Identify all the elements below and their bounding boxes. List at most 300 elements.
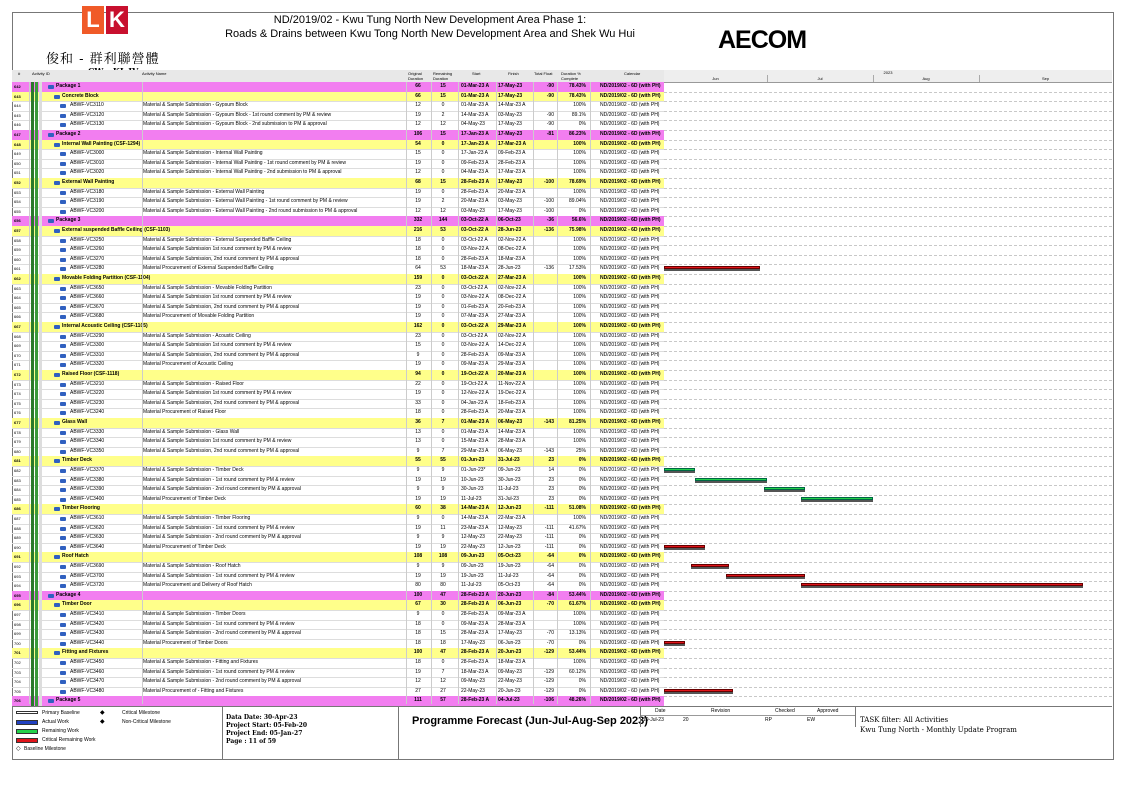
activity-id: ABWF-VC3350	[70, 447, 105, 454]
activity-id: ABWF-VC3190	[70, 198, 105, 205]
wbs-level-strip	[31, 111, 49, 121]
row-number: 642	[14, 84, 21, 89]
activity-id: ABWF-VC3610	[70, 515, 105, 521]
total-float: 23	[548, 486, 554, 493]
calendar: ND/2019/02 - 6D (with PH)	[600, 601, 661, 608]
row-number: 653	[14, 189, 21, 195]
wbs-level-strip	[31, 380, 49, 390]
calendar: ND/2019/02 - 6D (with PH)	[600, 265, 660, 272]
activity-icon	[60, 239, 66, 243]
activity-name: Material & Sample Submission 1st round comment by PM & review	[143, 294, 292, 301]
start-date: 28-Feb-23 A	[461, 409, 489, 416]
start-date: 30-Jun-23	[461, 486, 484, 493]
wbs-level-strip	[31, 168, 49, 178]
original-duration: 18	[415, 409, 421, 416]
row-number: 679	[14, 439, 21, 445]
percent-complete: 100%	[573, 169, 586, 176]
activity-name: Material Procurement of External Suspended Baffle Ceiling	[143, 265, 274, 272]
finish-date: 14-Mar-23 A	[498, 428, 526, 435]
task-info	[860, 715, 1017, 735]
critical-activity-bar[interactable]	[664, 689, 733, 694]
remaining-duration: 0	[441, 246, 445, 253]
original-duration: 19	[415, 313, 421, 320]
gantt-gridline	[664, 648, 1112, 649]
remaining-duration: 0	[441, 255, 445, 262]
activity-name: Material Procurement of Movable Folding Partition	[143, 313, 255, 320]
remaining-duration: 47	[440, 649, 446, 656]
wbs-level-strip	[31, 418, 49, 428]
wbs-name: Package 5	[56, 697, 81, 704]
start-date: 04-Jan-23 A	[461, 399, 488, 406]
gantt-gridline	[664, 447, 1112, 448]
remaining-activity-bar[interactable]	[764, 487, 805, 492]
percent-complete: 100%	[573, 361, 586, 368]
activity-icon	[60, 575, 66, 579]
start-date: 01-Jun-23*	[461, 467, 486, 473]
start-date: 10-Jun-23	[461, 476, 484, 483]
wbs-level-strip	[31, 562, 49, 572]
row-number: 650	[14, 160, 21, 166]
finish-date: 02-Nov-22 A	[498, 236, 526, 243]
activity-name: Material & Sample Submission - Raised Floor	[143, 380, 244, 387]
start-date: 19-Oct-22 A	[461, 371, 489, 377]
original-duration: 18	[415, 639, 421, 646]
total-float: -81	[546, 131, 554, 137]
calendar: ND/2019/02 - 6D (with PH)	[600, 371, 661, 377]
finish-date: 28-Jun-23	[498, 227, 522, 233]
wbs-level-strip	[31, 524, 49, 534]
gantt-gridline	[664, 312, 1112, 313]
percent-complete: 100%	[573, 303, 586, 310]
wbs-level-strip	[31, 130, 49, 140]
calendar: ND/2019/02 - 6D (with PH)	[600, 447, 660, 454]
gantt-chart	[664, 70, 1112, 704]
calendar: ND/2019/02 - 6D (with PH)	[600, 131, 661, 137]
remaining-duration: 0	[441, 611, 445, 617]
finish-date: 30-Jun-23	[498, 476, 521, 483]
finish-date: 09-Jun-23	[498, 467, 521, 473]
percent-complete: 53.44%	[569, 649, 586, 656]
activity-name: Material & Sample Submission 1st round comment by PM & review	[143, 342, 292, 349]
start-date: 14-Mar-23 A	[461, 111, 489, 118]
col-calendar: Calendar	[624, 71, 641, 76]
original-duration: 64	[415, 265, 421, 272]
original-duration: 54	[415, 140, 421, 147]
finish-date: 08-Dec-22 A	[498, 294, 526, 301]
remaining-duration: 15	[440, 131, 446, 137]
gantt-gridline	[664, 370, 1112, 371]
calendar: ND/2019/02 - 6D (with PH)	[600, 428, 660, 435]
row-number: 651	[14, 170, 21, 176]
activity-icon	[60, 488, 66, 492]
critical-activity-bar[interactable]	[691, 564, 729, 569]
activity-id: ABWF-VC3240	[70, 409, 105, 416]
activity-name: Material Procurement and Delivery of Roof Hatch	[143, 582, 252, 589]
remaining-duration: 19	[440, 572, 446, 579]
original-duration: 13	[415, 438, 421, 445]
activity-id: ABWF-VC3250	[70, 236, 105, 243]
start-date: 28-Mar-23 A	[461, 630, 489, 637]
gantt-gridline	[664, 178, 1112, 179]
gantt-gridline	[664, 168, 1112, 169]
finish-date: 22-May-23	[498, 678, 522, 685]
activity-name: Material & Sample Submission, 2nd round comment by PM & approval	[143, 399, 300, 406]
row-number: 644	[14, 103, 21, 109]
row-number: 705	[14, 688, 21, 694]
row-number: 693	[14, 573, 21, 579]
original-duration: 9	[416, 563, 420, 569]
total-float: 23	[548, 495, 554, 502]
wbs-level-strip	[31, 428, 49, 438]
calendar: ND/2019/02 - 6D (with PH)	[600, 409, 660, 416]
percent-complete: 0%	[578, 457, 586, 464]
row-number: 682	[14, 468, 21, 473]
calendar: ND/2019/02 - 6D (with PH)	[600, 582, 660, 589]
finish-date: 17-Mar-23 A	[498, 140, 527, 147]
row-number: 677	[14, 420, 21, 425]
month-jun: Jun	[664, 75, 768, 82]
finish-date: 29-Mar-23 A	[498, 361, 526, 368]
activity-id: ABWF-VC3690	[70, 563, 105, 569]
wbs-level-strip	[31, 92, 49, 102]
start-date: 14-Mar-23 A	[461, 515, 489, 521]
percent-complete: 100%	[573, 428, 586, 435]
activity-id: ABWF-VC3230	[70, 399, 105, 406]
start-date: 03-Oct-22 A	[461, 323, 489, 329]
finish-date: 19-Jun-23	[498, 563, 521, 569]
total-float: 23	[548, 476, 554, 483]
footer-divider-1	[222, 707, 223, 759]
remaining-duration: 18	[440, 639, 446, 646]
percent-complete: 89.04%	[569, 198, 586, 205]
activity-id: ABWF-VC3450	[70, 659, 105, 665]
activity-icon	[60, 671, 66, 675]
finish-date: 28-Jun-23	[498, 265, 521, 272]
start-date: 18-Mar-23 A	[461, 668, 489, 675]
rev-checked: RP	[765, 717, 772, 723]
remaining-duration: 80	[440, 582, 446, 589]
gantt-gridline	[664, 111, 1112, 112]
calendar: ND/2019/02 - 6D (with PH)	[600, 351, 660, 358]
wbs-folder-icon	[54, 229, 60, 233]
wbs-level-strip	[31, 495, 49, 505]
activity-name: Material & Sample Submission, 2nd round comment by PM & approval	[143, 303, 300, 310]
wbs-level-strip	[31, 447, 49, 457]
activity-name: Material & Sample Submission - Gypsum Block	[143, 102, 248, 109]
activity-id: ABWF-VC3260	[70, 246, 105, 253]
calendar: ND/2019/02 - 6D (with PH)	[600, 543, 660, 550]
activity-icon	[60, 354, 66, 358]
wbs-level-strip	[31, 264, 49, 274]
col-num: #	[18, 71, 21, 76]
calendar: ND/2019/02 - 6D (with PH)	[600, 419, 661, 425]
gantt-gridline	[664, 255, 1112, 256]
activity-icon	[60, 363, 66, 367]
wbs-level-strip	[31, 197, 49, 207]
activity-id: ABWF-VC3210	[70, 380, 105, 387]
remaining-duration: 15	[440, 179, 446, 185]
remaining-duration: 7	[441, 419, 445, 425]
activity-name: Material & Sample Submission - 2nd round comment by PM & approval	[143, 534, 301, 541]
critical-activity-bar[interactable]	[664, 266, 760, 271]
calendar: ND/2019/02 - 6D (with PH)	[600, 515, 660, 521]
row-number: 695	[14, 592, 21, 598]
wbs-level-strip	[31, 341, 49, 351]
finish-date: 06-Oct-23	[498, 217, 521, 224]
start-date: 01-Mar-23 A	[461, 428, 489, 435]
finish-date: 17-Mar-23 A	[498, 169, 526, 176]
activity-id: ABWF-VC3280	[70, 265, 105, 272]
total-float: -111	[544, 534, 554, 541]
gantt-gridline	[664, 504, 1112, 505]
total-float: -70	[546, 601, 554, 608]
remaining-activity-bar[interactable]	[801, 497, 873, 502]
column-divider	[557, 82, 558, 704]
activity-id: ABWF-VC3720	[70, 582, 105, 589]
start-date: 12-May-23	[461, 534, 485, 541]
activity-id: ABWF-VC3410	[70, 611, 105, 617]
activity-id: ABWF-VC3620	[70, 524, 105, 531]
critical-activity-bar[interactable]	[726, 574, 805, 579]
program-name: Kwu Tung North - Monthly Update Program	[860, 726, 1017, 734]
gantt-gridline	[664, 216, 1112, 217]
row-number: 697	[14, 612, 21, 617]
finish-date: 12-May-23	[498, 524, 522, 531]
wbs-folder-icon	[48, 699, 54, 703]
total-float: -136	[543, 265, 554, 272]
original-duration: 19	[415, 476, 421, 483]
original-duration: 12	[415, 207, 421, 214]
start-date: 28-Feb-23 A	[461, 591, 490, 598]
finish-date: 27-Mar-23 A	[498, 313, 526, 320]
original-duration: 18	[415, 620, 421, 627]
remaining-duration: 0	[441, 303, 445, 310]
activity-id: ABWF-VC3640	[70, 543, 105, 550]
calendar: ND/2019/02 - 6D (with PH)	[600, 332, 660, 339]
percent-complete: 81.25%	[569, 419, 586, 425]
activity-icon	[60, 431, 66, 435]
total-float: -64	[546, 582, 554, 589]
wbs-name: Glass Wall	[62, 419, 88, 425]
row-number: 660	[14, 256, 21, 262]
start-date: 09-Mar-23 A	[461, 620, 489, 627]
start-date: 14-Mar-23 A	[461, 505, 490, 512]
gantt-gridline	[664, 245, 1112, 246]
activity-name: Material & Sample Submission - 1st round comment by PM & review	[143, 572, 295, 579]
critical-activity-bar[interactable]	[664, 545, 705, 550]
percent-complete: 100%	[573, 409, 586, 416]
finish-date: 12-Jun-23	[498, 543, 521, 550]
remaining-duration: 0	[441, 438, 445, 445]
wbs-level-strip	[31, 284, 49, 294]
column-divider	[406, 82, 407, 704]
start-date: 03-Oct-22 A	[461, 217, 489, 224]
original-duration: 9	[416, 515, 420, 521]
activity-icon	[60, 661, 66, 665]
percent-complete: 78.43%	[569, 92, 586, 99]
activity-name: Material & Sample Submission - External Suspended Baffle Ceiling	[143, 236, 292, 243]
rev-date: 19-Jul-23	[643, 717, 664, 723]
calendar: ND/2019/02 - 6D (with PH)	[600, 227, 661, 233]
task-filter: TASK filter: All Activities	[860, 716, 949, 724]
remaining-duration: 0	[441, 371, 445, 377]
finish-date: 06-May-23	[498, 447, 522, 454]
percent-complete: 0%	[578, 467, 586, 473]
calendar: ND/2019/02 - 6D (with PH)	[600, 294, 660, 301]
percent-complete: 100%	[573, 246, 586, 253]
gantt-gridline	[664, 533, 1112, 534]
total-float: -129	[543, 668, 554, 675]
original-duration: 12	[415, 102, 421, 109]
project-start: Project Start: 05-Feb-20	[226, 722, 308, 729]
gantt-gridline	[664, 658, 1112, 659]
total-float: -129	[543, 687, 554, 694]
row-number: 689	[14, 535, 21, 541]
remaining-activity-bar[interactable]	[664, 468, 695, 473]
remaining-duration: 27	[440, 687, 446, 694]
activity-id: ABWF-VC3290	[70, 332, 105, 339]
wbs-level-strip	[31, 82, 49, 92]
activity-icon	[60, 411, 66, 415]
remaining-duration: 0	[441, 313, 445, 320]
remaining-duration: 0	[441, 140, 445, 147]
start-date: 28-Feb-23 A	[461, 659, 489, 665]
gantt-gridline	[664, 236, 1112, 237]
original-duration: 94	[415, 371, 421, 377]
start-date: 20-Mar-23 A	[461, 198, 489, 205]
start-date: 04-Mar-23 A	[461, 169, 489, 176]
finish-date: 28-Feb-23 A	[498, 159, 526, 166]
wbs-level-strip	[31, 255, 49, 265]
original-duration: 18	[415, 246, 421, 253]
row-number: 702	[14, 660, 21, 665]
start-date: 22-May-23	[461, 543, 485, 550]
row-number: 661	[14, 266, 21, 272]
remaining-activity-bar[interactable]	[695, 478, 767, 483]
percent-complete: 100%	[573, 371, 586, 377]
percent-complete: 100%	[573, 294, 586, 301]
start-date: 03-Oct-22 A	[461, 227, 489, 233]
rev-header-approved: Approved	[817, 708, 839, 714]
finish-date: 02-Nov-22 A	[498, 284, 526, 291]
activity-icon	[60, 383, 66, 387]
gantt-gridline	[664, 92, 1112, 93]
wbs-level-strip	[31, 476, 49, 486]
calendar: ND/2019/02 - 6D (with PH)	[600, 179, 661, 185]
remaining-duration: 0	[441, 399, 445, 406]
finish-date: 31-Jul-23	[498, 495, 519, 502]
row-number: 688	[14, 525, 21, 531]
activity-icon	[60, 191, 66, 195]
original-duration: 12	[415, 121, 421, 128]
calendar: ND/2019/02 - 6D (with PH)	[600, 92, 661, 99]
total-float: -111	[544, 524, 554, 531]
activity-icon	[60, 517, 66, 521]
finish-date: 05-Oct-23	[498, 553, 521, 560]
gantt-gridline	[664, 562, 1112, 563]
original-duration: 23	[415, 284, 421, 291]
percent-complete: 61.67%	[569, 601, 586, 608]
wbs-level-strip	[31, 245, 49, 255]
start-date: 17-Jan-23 A	[461, 140, 489, 147]
start-date: 28-Feb-23 A	[461, 601, 490, 608]
percent-complete: 78.43%	[569, 83, 586, 89]
original-duration: 162	[413, 323, 423, 329]
finish-date: 28-Mar-23 A	[498, 620, 526, 627]
gantt-gridline	[664, 543, 1112, 544]
remaining-duration: 0	[441, 515, 445, 521]
activity-id: ABWF-VC3130	[70, 121, 105, 128]
original-duration: 19	[415, 361, 421, 368]
activity-id: ABWF-VC3430	[70, 630, 105, 637]
remaining-duration: 55	[440, 457, 446, 464]
row-number: 646	[14, 122, 21, 128]
col-activity-id: Activity ID	[32, 71, 50, 76]
original-duration: 33	[415, 399, 421, 406]
start-date: 07-Mar-23 A	[461, 313, 489, 320]
remaining-duration: 19	[440, 495, 446, 502]
percent-complete: 100%	[573, 399, 586, 406]
footer-divider-2	[398, 707, 399, 759]
activity-icon	[60, 632, 66, 636]
activity-icon	[60, 287, 66, 291]
wbs-folder-icon	[54, 325, 60, 329]
remaining-duration: 0	[441, 659, 445, 665]
remaining-duration: 7	[441, 668, 445, 675]
wbs-name: Timber Deck	[62, 457, 92, 464]
gantt-gridline	[664, 485, 1112, 486]
finish-date: 03-May-23	[498, 111, 522, 118]
calendar: ND/2019/02 - 6D (with PH)	[600, 649, 661, 656]
activity-name: Material & Sample Submission - Internal Wall Painting	[143, 150, 263, 157]
remaining-duration: 15	[440, 92, 446, 99]
gantt-gridline	[664, 495, 1112, 496]
remaining-duration: 0	[441, 409, 445, 416]
wbs-folder-icon	[54, 421, 60, 425]
wbs-name: Package 4	[56, 591, 81, 598]
finish-date: 17-May-23	[498, 121, 522, 128]
start-date: 29-Mar-23 A	[461, 447, 489, 454]
gantt-gridline	[664, 514, 1112, 515]
activity-icon	[60, 680, 66, 684]
percent-complete: 0%	[578, 476, 586, 483]
col-remaining-duration: Remaining Duration	[433, 71, 453, 81]
finish-date: 18-Mar-23 A	[498, 659, 526, 665]
critical-activity-bar[interactable]	[801, 583, 1083, 588]
forecast-title: Programme Forecast (Jun-Jul-Aug-Sep 2023)	[412, 715, 648, 727]
row-number: 683	[14, 477, 21, 483]
gantt-gridline	[664, 591, 1112, 592]
original-duration: 216	[413, 227, 423, 233]
start-date: 01-Mar-23 A	[461, 83, 490, 89]
activity-id: ABWF-VC3680	[70, 313, 105, 320]
activity-name: Material & Sample Submission - 2nd round comment by PM & approval	[143, 486, 301, 493]
remaining-duration: 108	[438, 553, 448, 560]
gantt-gridline	[664, 332, 1112, 333]
column-divider	[590, 82, 591, 704]
finish-date: 20-Jun-23	[498, 649, 522, 656]
start-date: 11-Jul-23	[461, 495, 482, 502]
finish-date: 20-Mar-23 A	[498, 409, 526, 416]
row-number: 671	[14, 362, 21, 368]
wbs-folder-icon	[48, 594, 54, 598]
percent-complete: 0%	[578, 582, 586, 589]
critical-activity-bar[interactable]	[664, 641, 685, 646]
row-number: 666	[14, 314, 21, 320]
original-duration: 55	[415, 457, 421, 464]
original-duration: 66	[415, 83, 421, 89]
jv-logo	[30, 6, 160, 67]
